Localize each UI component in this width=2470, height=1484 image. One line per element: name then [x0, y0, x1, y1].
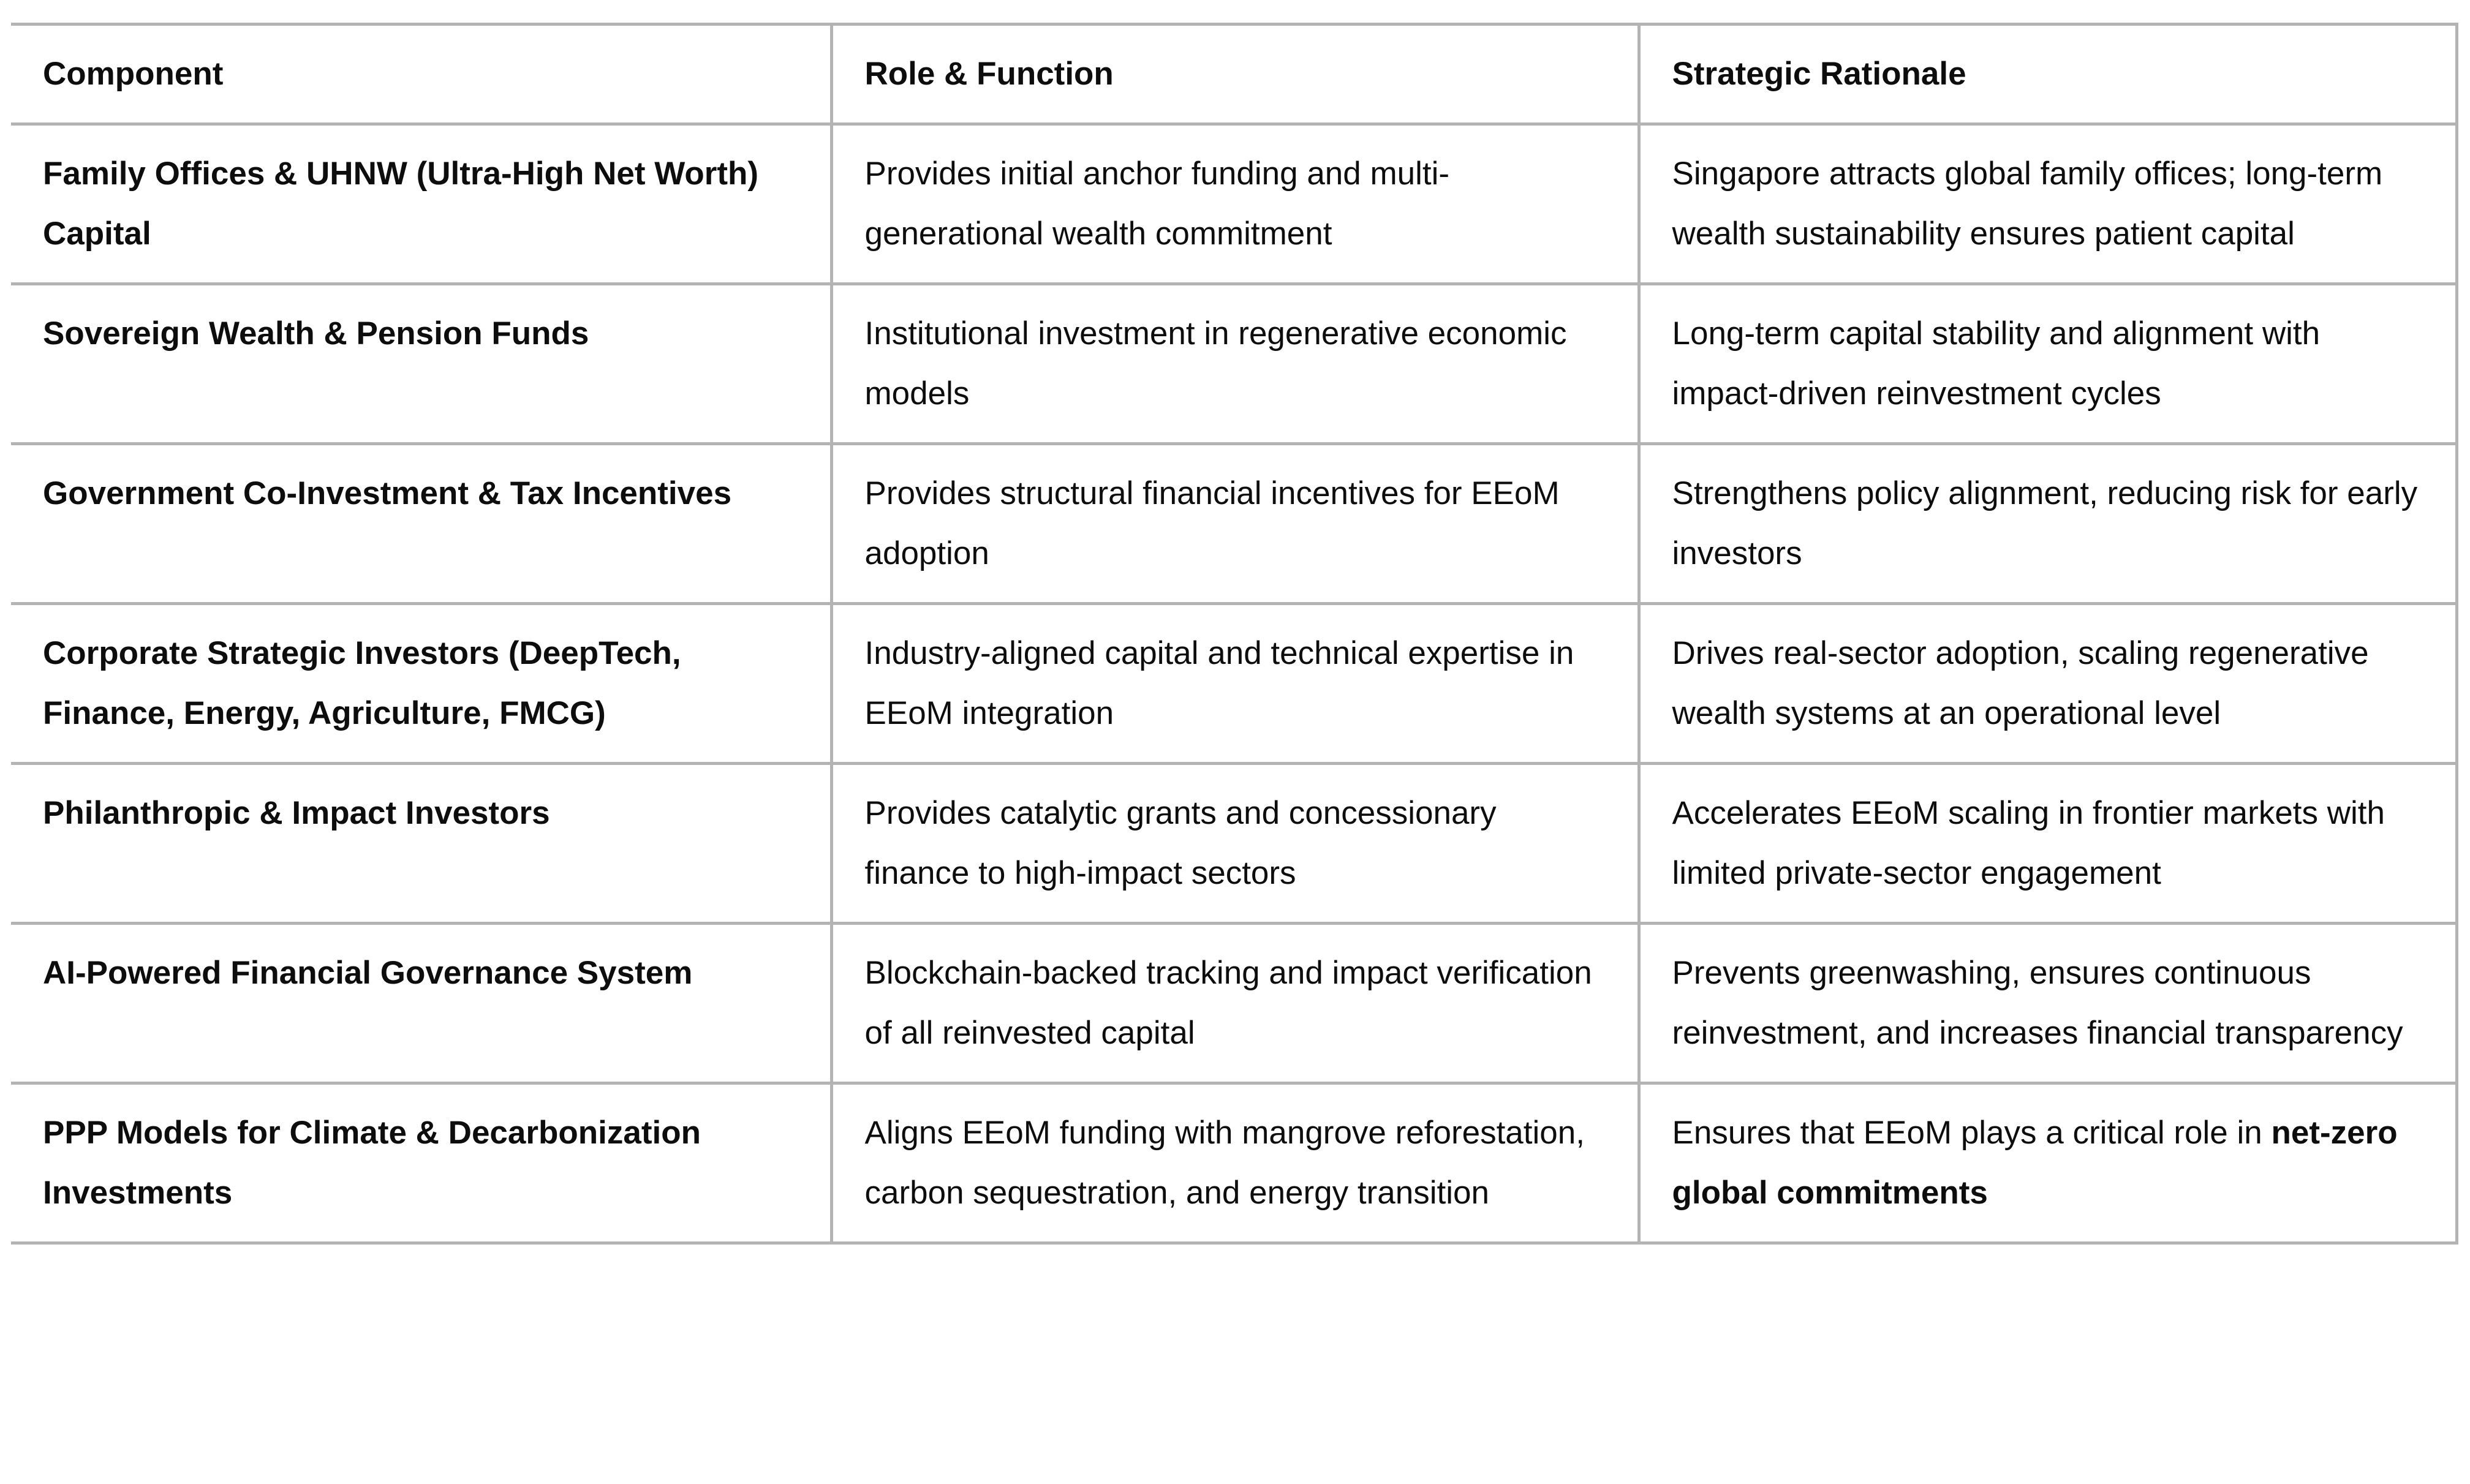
role-function-cell: Institutional investment in regenerative economic models: [831, 284, 1639, 444]
role-function-cell: Industry-aligned capital and technical expertise in EEoM integration: [831, 604, 1639, 764]
strategic-rationale-cell: Long-term capital stability and alignment with impact-driven reinvestment cycles: [1639, 284, 2457, 444]
strategic-rationale-cell: Ensures that EEoM plays a critical role in net-zero global commitments: [1639, 1083, 2457, 1243]
bold-text: net-zero global commitments: [1672, 1115, 2398, 1211]
table-row: [11, 924, 2457, 1083]
table-row: [11, 604, 2457, 764]
column-header-role-function: Role & Function: [831, 24, 1639, 124]
strategic-rationale-cell: Prevents greenwashing, ensures continuous reinvestment, and increases financial transparency: [1639, 924, 2457, 1083]
funding-components-table: [11, 23, 2458, 1245]
role-function-cell: Provides catalytic grants and concessionary finance to high-impact sectors: [831, 764, 1639, 924]
role-function-cell: Aligns EEoM funding with mangrove reforestation, carbon sequestration, and energy transition: [831, 1083, 1639, 1243]
component-cell: Philanthropic & Impact Investors: [11, 764, 831, 924]
component-cell: Sovereign Wealth & Pension Funds: [11, 284, 831, 444]
header-row: [11, 24, 2457, 124]
table-row: [11, 764, 2457, 924]
role-function-cell: Blockchain-backed tracking and impact verification of all reinvested capital: [831, 924, 1639, 1083]
table-header: [11, 24, 2457, 124]
role-function-cell: Provides structural financial incentives for EEoM adoption: [831, 444, 1639, 604]
strategic-rationale-cell: Singapore attracts global family offices; long-term wealth sustainability ensures patient capital: [1639, 124, 2457, 284]
column-header-component: Component: [11, 24, 831, 124]
table-body: [11, 124, 2457, 1243]
component-cell: Family Offices & UHNW (Ultra-High Net Worth) Capital: [11, 124, 831, 284]
strategic-rationale-cell: Drives real-sector adoption, scaling regenerative wealth systems at an operational level: [1639, 604, 2457, 764]
table-row: [11, 444, 2457, 604]
table-row: [11, 284, 2457, 444]
component-cell: Government Co-Investment & Tax Incentives: [11, 444, 831, 604]
strategic-rationale-cell: Accelerates EEoM scaling in frontier markets with limited private-sector engagement: [1639, 764, 2457, 924]
table-row: [11, 124, 2457, 284]
component-cell: PPP Models for Climate & Decarbonization Investments: [11, 1083, 831, 1243]
strategic-rationale-cell: Strengthens policy alignment, reducing risk for early investors: [1639, 444, 2457, 604]
component-cell: AI-Powered Financial Governance System: [11, 924, 831, 1083]
column-header-strategic-rationale: Strategic Rationale: [1639, 24, 2457, 124]
table-row: [11, 1083, 2457, 1243]
role-function-cell: Provides initial anchor funding and multi-generational wealth commitment: [831, 124, 1639, 284]
component-cell: Corporate Strategic Investors (DeepTech, Finance, Energy, Agriculture, FMCG): [11, 604, 831, 764]
